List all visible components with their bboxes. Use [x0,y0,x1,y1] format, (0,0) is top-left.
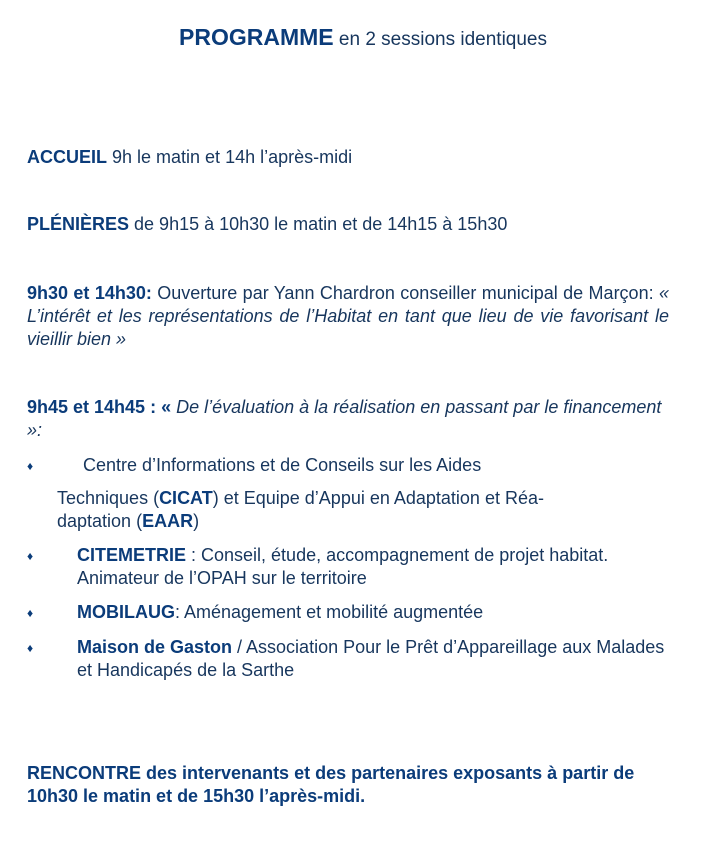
accueil-line [27,146,669,169]
citemetrie-label: CITEMETRIE [77,545,187,565]
session-paragraph [27,396,669,442]
cicat-text-a: Techniques ( [57,488,160,508]
list-item-mobilaug [77,601,677,624]
plenieres-line [27,213,669,236]
list-item-maison-de-gaston [77,636,677,682]
accueil-label: ACCUEIL [27,147,107,167]
bullet-icon: ♦ [27,641,34,655]
citemetrie-text: : Conseil, étude, accompagnement de projet habitat. Animateur de l’OPAH sur le territoire [77,545,609,588]
eaar-acronym: EAAR [142,511,194,531]
ouverture-label: 9h30 et 14h30: [27,283,152,303]
rencontre-text: des intervenants et des partenaires exposants à partir de 10h30 le matin et de 15h30 l’après-midi. [27,763,635,806]
cicat-text-c: ) et Equipe d’Appui en Adaptation et Réa- [212,488,544,508]
maison-gaston-label: Maison de Gaston [77,637,233,657]
eaar-text-c: ) [193,511,200,531]
eaar-text-a: daptation ( [57,511,143,531]
list-item-citemetrie [77,544,677,590]
plenieres-text: de 9h15 à 10h30 le matin et de 14h15 à 15h30 [129,214,508,234]
mobilaug-label: MOBILAUG [77,602,175,622]
title-rest: en 2 sessions identiques [333,29,547,50]
page-title [0,24,726,51]
maison-gaston-text: / Association Pour le Prêt d’Appareillage aux Malades et Handicapés de la Sarthe [77,637,665,680]
ouverture-quote: « L’intérêt et les représentations de l’Habitat en tant que lieu de vie favorisant le vieillir bien » [27,283,669,349]
bullet-icon: ♦ [27,549,34,563]
ouverture-text: Ouverture par Yann Chardron conseiller municipal de Marçon: [151,283,659,303]
mobilaug-text: : Aménagement et mobilité augmentée [175,602,484,622]
ouverture-paragraph [27,282,669,351]
bullet-icon: ♦ [27,606,34,620]
bullet-icon: ♦ [27,459,34,473]
cicat-acronym: CICAT [159,488,213,508]
list-item-cicat-line1: Centre d’Informations et de Conseils sur les Aides [83,455,482,475]
list-item-cicat-line2 [57,487,677,533]
title-bold: PROGRAMME [179,24,334,50]
rencontre-paragraph [27,762,667,808]
session-quote: De l’évaluation à la réalisation en passant par le financement »: [27,397,662,440]
accueil-text: 9h le matin et 14h l’après-midi [107,147,353,167]
session-label: 9h45 et 14h45 : « [27,397,172,417]
rencontre-label: RENCONTRE [27,763,142,783]
plenieres-label: PLÉNIÈRES [27,214,130,234]
